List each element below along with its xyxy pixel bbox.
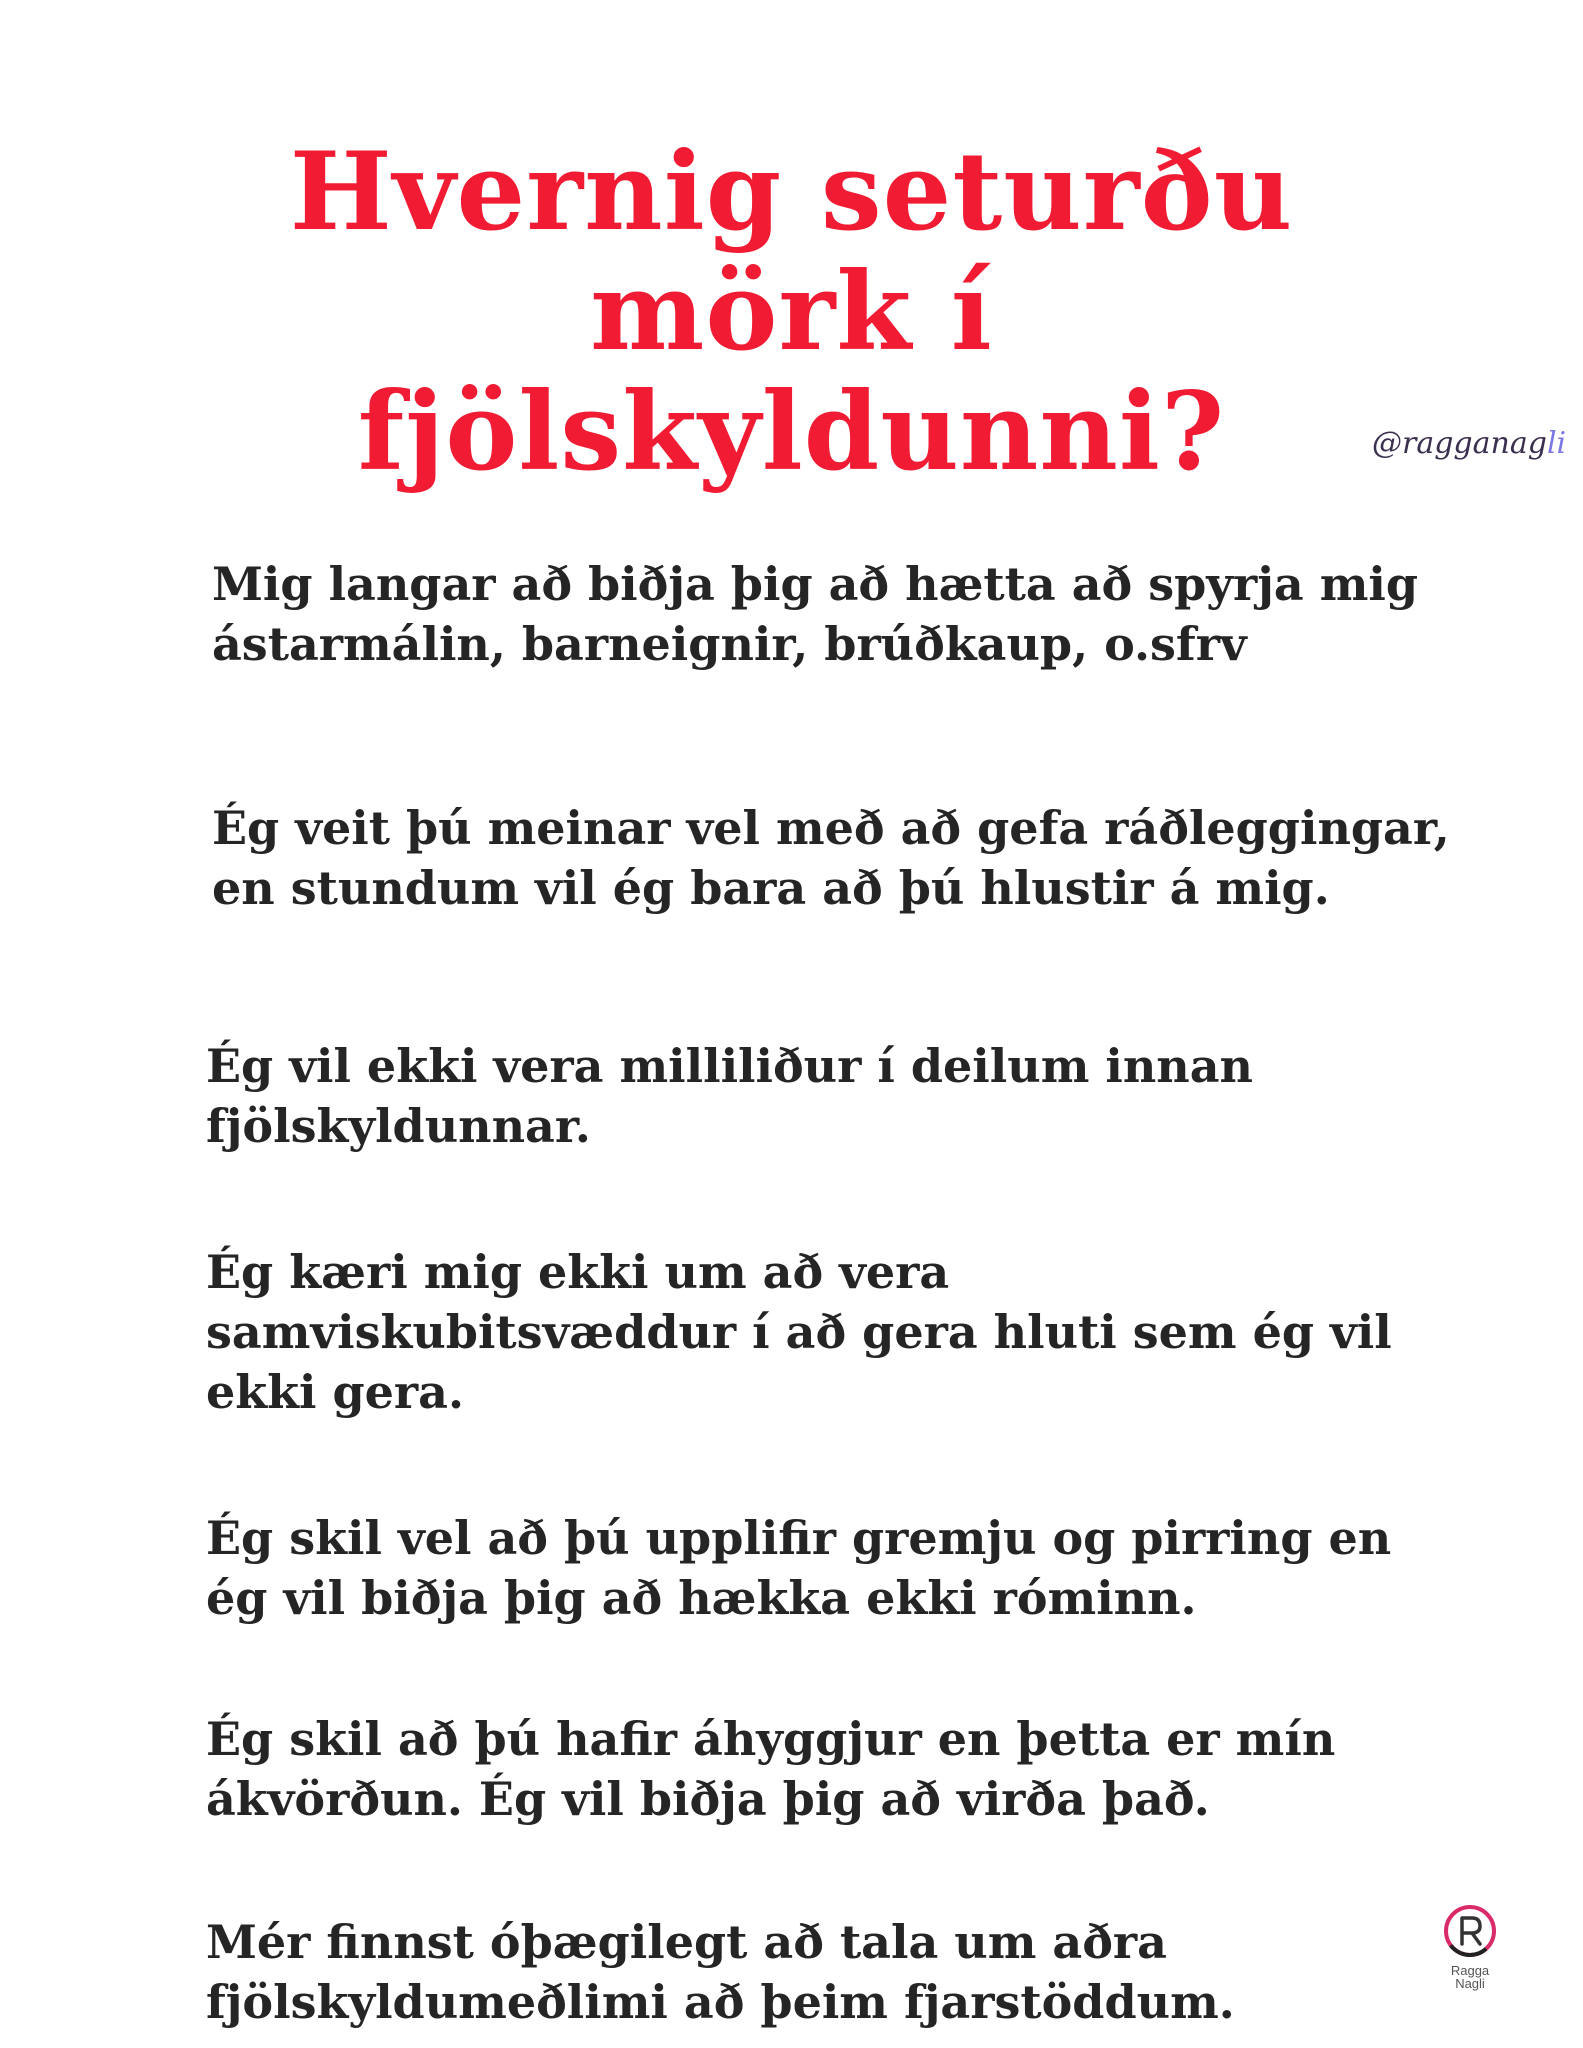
boundary-statement-1: Mig langar að biðja þig að hætta að spyrja mig ástarmálin, barneignir, brúðkaup, o.sfrv [212, 557, 1419, 671]
title-line-1: Hvernig seturðu [289, 129, 1294, 256]
ragga-nagli-logo [1430, 1898, 1510, 2008]
social-handle [1372, 426, 1566, 461]
logo-wordmark [1430, 1964, 1510, 1990]
boundary-statement-7: Mér finnst óþægilegt að tala um aðra fjölskyldumeðlimi að þeim fjarstöddum. [206, 1915, 1235, 2029]
boundary-statement-6: Ég skil að þú hafir áhyggjur en þetta er mín ákvörðun. Ég vil biðja þig að virða það. [206, 1712, 1336, 1826]
boundary-statement-2: Ég veit þú meinar vel með að gefa ráðleggingar, en stundum vil ég bara að þú hlustir á mig. [212, 801, 1450, 915]
logo-line-1: Ragga [1450, 1963, 1490, 1978]
page-title [0, 129, 1583, 496]
boundary-statement-5: Ég skil vel að þú upplifir gremju og pirring en ég vil biðja þig að hækka ekki róminn. [206, 1511, 1392, 1625]
boundary-statement-4: Ég kæri mig ekki um að vera samviskubitsvæddur í að gera hluti sem ég vil ekki gera. [206, 1245, 1392, 1419]
title-line-3: fjölskyldunni? [357, 369, 1226, 496]
boundary-statement-3: Ég vil ekki vera milliliður í deilum innan fjölskyldunnar. [206, 1039, 1253, 1153]
logo-line-2: Nagli [1455, 1976, 1485, 1991]
social-handle-prefix: @ragganag [1372, 426, 1547, 461]
social-handle-suffix: li [1546, 426, 1567, 461]
title-line-2: mörk í [590, 249, 993, 376]
logo-ring-icon [1430, 1898, 1510, 1964]
